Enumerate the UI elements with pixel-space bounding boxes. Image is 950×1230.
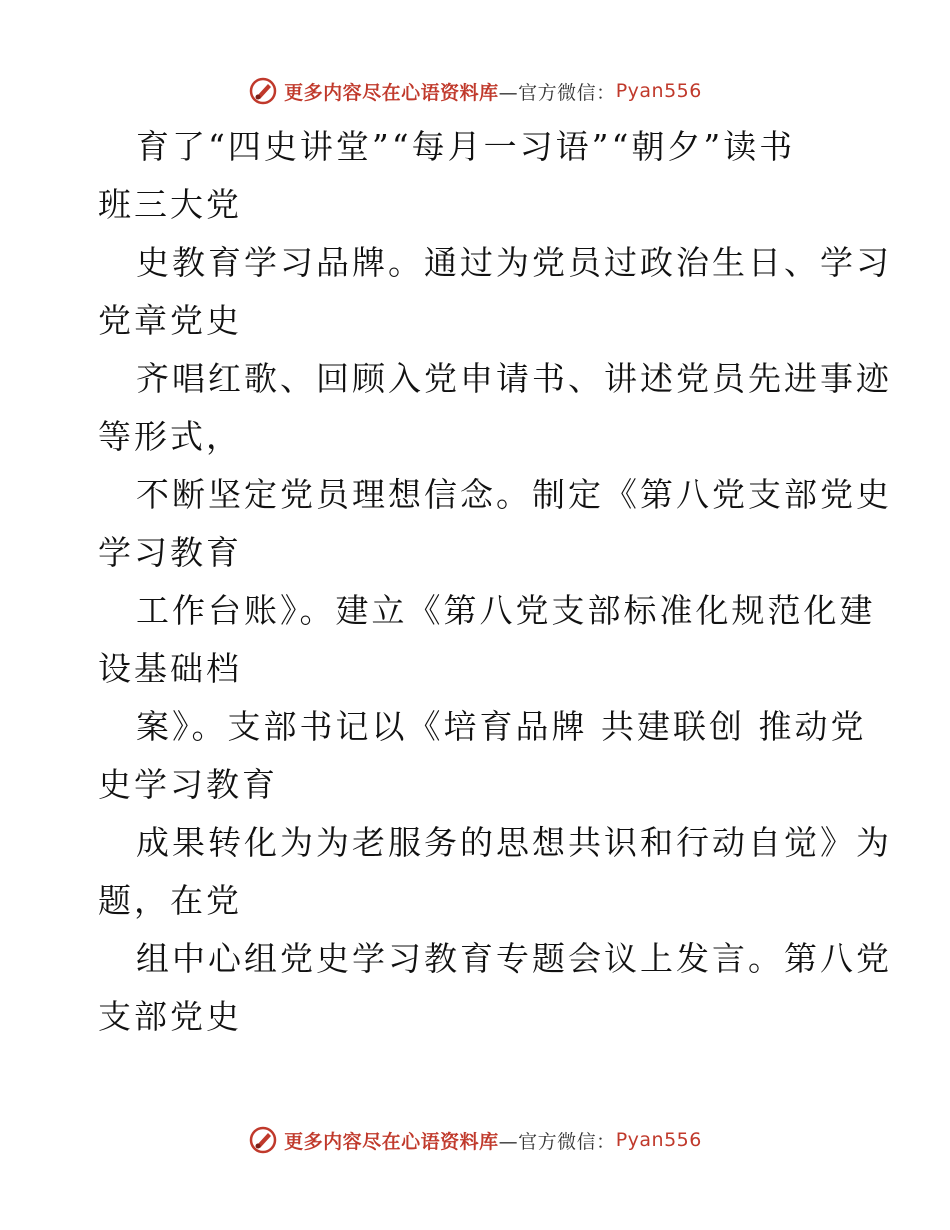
text-line: 支部党史 bbox=[98, 997, 242, 1036]
watermark-logo-icon bbox=[248, 76, 278, 106]
text-line: 育了“四史讲堂”“每月一习语”“朝夕”读书 bbox=[136, 127, 796, 166]
document-body bbox=[98, 118, 892, 1046]
watermark-brand: 更多内容尽在心语资料库 bbox=[284, 81, 499, 104]
watermark-handle: Pyan556 bbox=[615, 1129, 702, 1151]
text-line: 史学习教育 bbox=[98, 765, 278, 804]
text-line: 工作台账》。建立《第八党支部标准化规范化建 bbox=[136, 591, 876, 630]
text-line: 不断坚定党员理想信念。制定《第八党支部党史 bbox=[136, 475, 892, 514]
text-line: 等形式， bbox=[98, 417, 242, 456]
text-line: 学习教育 bbox=[98, 533, 242, 572]
header-watermark bbox=[0, 71, 950, 111]
text-line: 成果转化为为老服务的思想共识和行动自觉》为 bbox=[136, 823, 892, 862]
watermark-separator: —官方微信： bbox=[498, 81, 616, 104]
footer-watermark bbox=[0, 1120, 950, 1160]
text-line: 组中心组党史学习教育专题会议上发言。第八党 bbox=[136, 939, 892, 978]
watermark-brand: 更多内容尽在心语资料库 bbox=[284, 1130, 499, 1153]
text-line: 党章党史 bbox=[98, 301, 242, 340]
watermark-separator: —官方微信： bbox=[498, 1130, 616, 1153]
watermark-handle: Pyan556 bbox=[615, 80, 702, 102]
text-line: 案》。支部书记以《培育品牌 共建联创 推动党 bbox=[136, 707, 867, 746]
text-line: 班三大党 bbox=[98, 185, 242, 224]
text-line: 题，在党 bbox=[98, 881, 242, 920]
watermark-logo-icon bbox=[248, 1125, 278, 1155]
text-line: 齐唱红歌、回顾入党申请书、讲述党员先进事迹 bbox=[136, 359, 892, 398]
text-line: 设基础档 bbox=[98, 649, 242, 688]
text-line: 史教育学习品牌。通过为党员过政治生日、学习 bbox=[136, 243, 892, 282]
